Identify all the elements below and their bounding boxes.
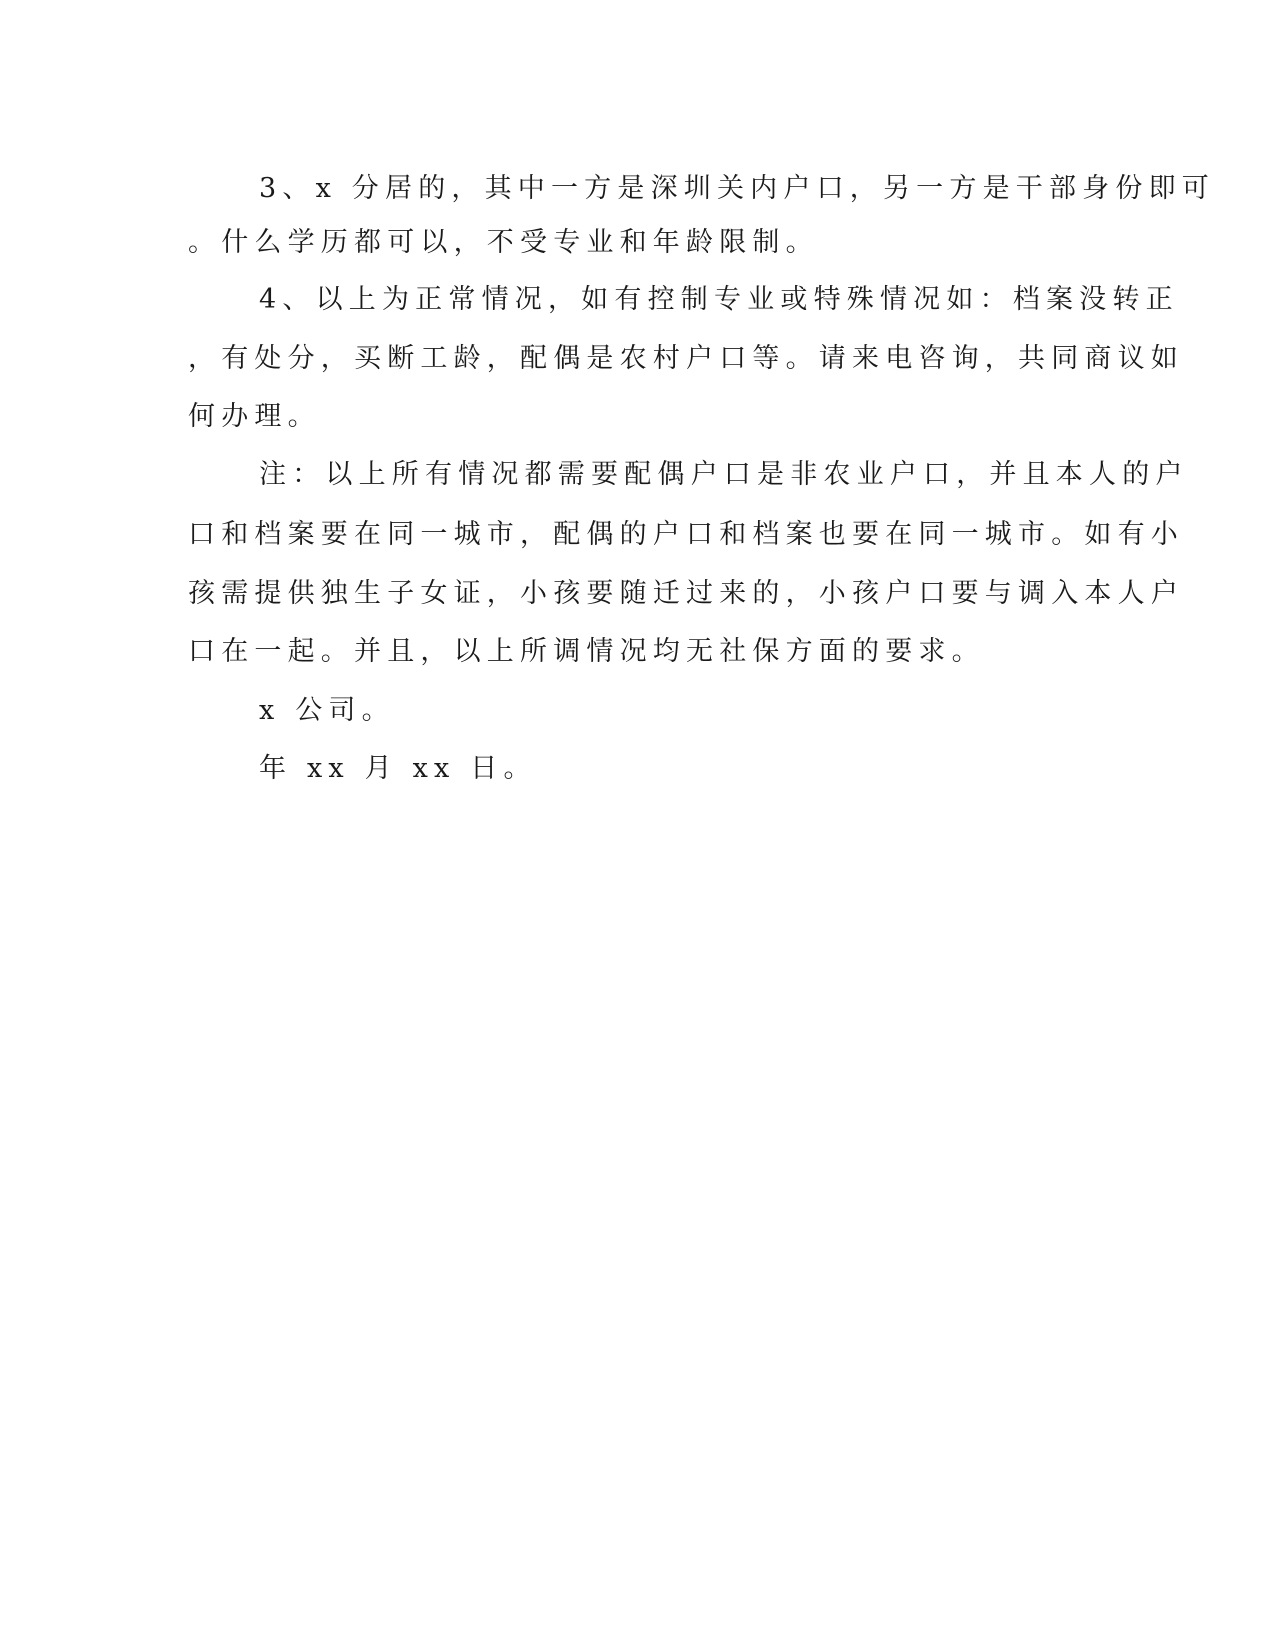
signature-company: x 公司。: [259, 695, 395, 726]
paragraph-4-line-3: 何办理。: [188, 401, 321, 432]
paragraph-4-line-1: 4、以上为正常情况，如有控制专业或特殊情况如：档案没转正: [259, 284, 1179, 315]
paragraph-3-line-2: 。什么学历都可以，不受专业和年龄限制。: [188, 227, 819, 258]
signature-date: 年 xx 月 xx 日。: [259, 753, 537, 784]
note-line-3: 孩需提供独生子女证，小孩要随迁过来的，小孩户口要与调入本人户: [188, 578, 1184, 609]
paragraph-4-line-2: ，有处分，买断工龄，配偶是农村户口等。请来电咨询，共同商议如: [188, 343, 1184, 374]
note-line-1: 注：以上所有情况都需要配偶户口是非农业户口，并且本人的户: [259, 459, 1189, 490]
note-line-2: 口和档案要在同一城市，配偶的户口和档案也要在同一城市。如有小: [188, 519, 1184, 550]
note-line-4: 口在一起。并且，以上所调情况均无社保方面的要求。: [188, 636, 985, 667]
paragraph-3-line-1: 3、x 分居的，其中一方是深圳关内户口，另一方是干部身份即可: [259, 173, 1215, 204]
